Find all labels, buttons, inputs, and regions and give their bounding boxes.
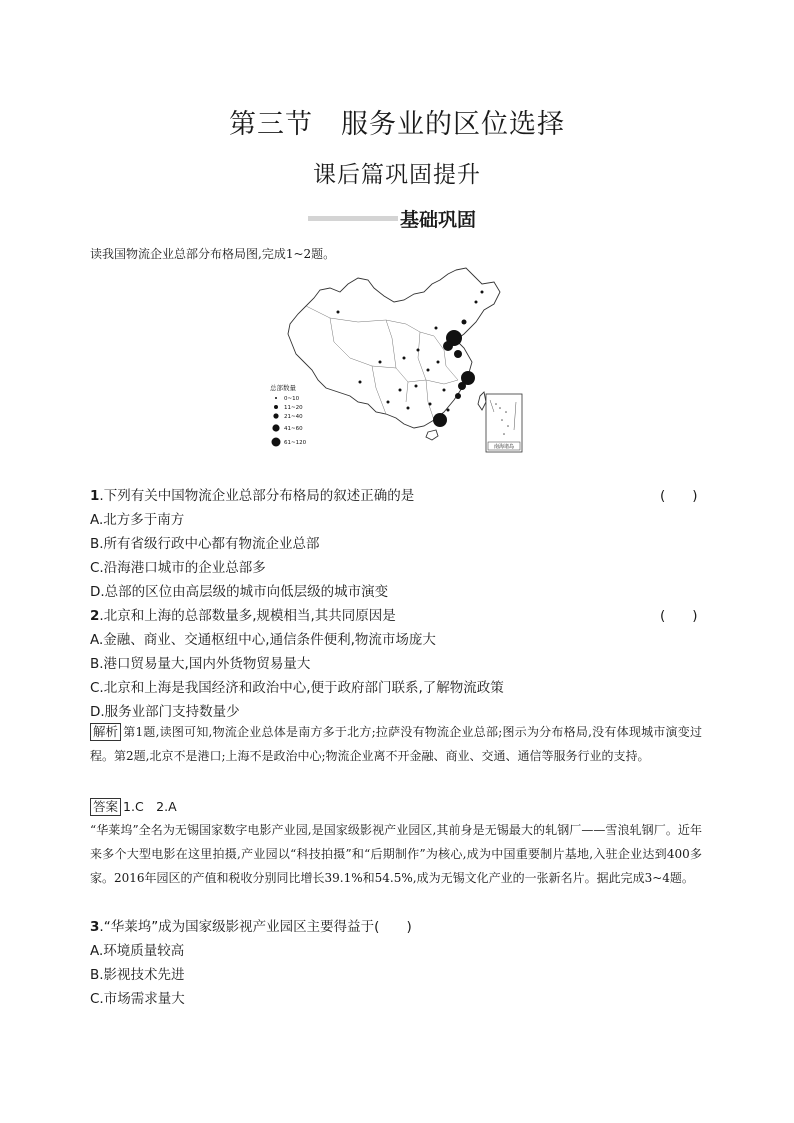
hq-dot [437, 361, 440, 364]
hq-dot [379, 361, 382, 364]
option-2a: A.金融、商业、交通枢纽中心,通信条件便利,物流市场庞大 [90, 632, 436, 648]
hq-dot [454, 350, 462, 358]
hq-dot [359, 381, 362, 384]
province-border [372, 366, 386, 414]
question-number: 3 [90, 919, 100, 935]
hq-dot [475, 301, 478, 304]
option-1d: D.总部的区位由高层级的城市向低层级的城市演变 [90, 584, 389, 600]
province-border [426, 380, 434, 420]
passage-text: “华莱坞”全名为无锡国家数字电影产业园,是国家级影视产业园区,其前身是无锡最大的轧钢厂——雪浪轧钢厂。近年来多个大型电影在这里拍摄,产业园以“科技拍摄”和“后期制作”为核心,成为中国重要制片基地,入驻企业达到400多家。2016年园区的产值和税收分别同比增长39.1%和54.5%,成为无锡文化产业的一张新名片。据此完成3~4题。 [90, 823, 702, 885]
section-label: 基础巩固 [400, 208, 477, 231]
hq-dot [415, 385, 418, 388]
question-text: .北京和上海的总部数量多,规模相当,其共同原因是 [99, 608, 396, 624]
south-sea-inset [486, 394, 522, 452]
option-3c: C.市场需求量大 [90, 991, 185, 1007]
hq-dot [337, 311, 340, 314]
hainan-island [426, 430, 438, 440]
hq-dot [462, 320, 467, 325]
answer-paren: ( ) [660, 608, 698, 624]
province-border [386, 320, 408, 402]
question-3 [90, 915, 412, 935]
question-text: .下列有关中国物流企业总部分布格局的叙述正确的是 [99, 488, 415, 504]
answer-text: 1.C 2.A [123, 799, 177, 814]
hq-dot [399, 389, 402, 392]
question-1 [90, 484, 414, 504]
question-2 [90, 604, 396, 624]
question-number: 1 [90, 488, 100, 504]
province-border [418, 332, 426, 380]
hq-dot [403, 357, 406, 360]
taiwan-island [478, 392, 486, 410]
page-title: 第三节 服务业的区位选择 [229, 109, 565, 140]
map-legend [270, 383, 307, 447]
option-2d: D.服务业部门支持数量少 [90, 704, 240, 720]
hq-dot [427, 369, 430, 372]
hq-dot [458, 382, 466, 390]
hq-dot [455, 393, 461, 399]
page-subtitle: 课后篇巩固提升 [313, 162, 481, 188]
china-logistics-map [268, 262, 524, 454]
hq-dot [447, 409, 450, 412]
analysis-text: 第1题,读图可知,物流企业总体是南方多于北方;拉萨没有物流企业总部;图示为分布格局,没有体现城市演变过程。第2题,北京不是港口;上海不是政治中心;物流企业离不开金融、商业、交通、通信等服务行业的支持。 [90, 725, 702, 763]
legend-item: 0~10 [284, 396, 300, 402]
province-border [306, 306, 406, 324]
hq-dot [433, 413, 447, 427]
option-2b: B.港口贸易量大,国内外货物贸易量大 [90, 656, 311, 672]
legend-item: 11~20 [284, 405, 303, 411]
option-1b: B.所有省级行政中心都有物流企业总部 [90, 536, 320, 552]
analysis-tag: 解析 [90, 723, 121, 741]
legend-item: 41~60 [284, 426, 303, 432]
legend-item: 61~120 [284, 440, 307, 446]
inset-label: 南海诸岛 [493, 444, 515, 450]
answer-block [90, 797, 177, 816]
hq-dot [443, 341, 453, 351]
province-border [408, 380, 458, 384]
option-2c: C.北京和上海是我国经济和政治中心,便于政府部门联系,了解物流政策 [90, 680, 504, 696]
china-outline [288, 268, 500, 428]
analysis-block [90, 720, 702, 768]
option-3b: B.影视技术先进 [90, 967, 185, 983]
hq-dot [417, 349, 420, 352]
section-bar [308, 216, 398, 221]
answer-paren: ( ) [660, 488, 698, 504]
question-number: 2 [90, 608, 100, 624]
question-text: .“华莱坞”成为国家级影视产业园区主要得益于( ) [99, 919, 412, 935]
legend-title: 总部数量 [270, 384, 296, 392]
hq-dot [429, 403, 432, 406]
hq-dot [407, 407, 410, 410]
answer-tag: 答案 [90, 798, 121, 816]
section-heading [308, 205, 476, 231]
legend-item: 21~40 [284, 414, 303, 420]
province-border [406, 324, 444, 350]
province-border [330, 318, 396, 368]
hq-dot [481, 291, 484, 294]
option-1a: A.北方多于南方 [90, 512, 185, 528]
option-3a: A.环境质量较高 [90, 943, 185, 959]
hq-dot [387, 401, 390, 404]
hq-dot [443, 389, 446, 392]
intro-text: 读我国物流企业总部分布格局图,完成1~2题。 [90, 247, 336, 261]
hq-dot [435, 327, 438, 330]
option-1c: C.沿海港口城市的企业总部多 [90, 560, 266, 576]
